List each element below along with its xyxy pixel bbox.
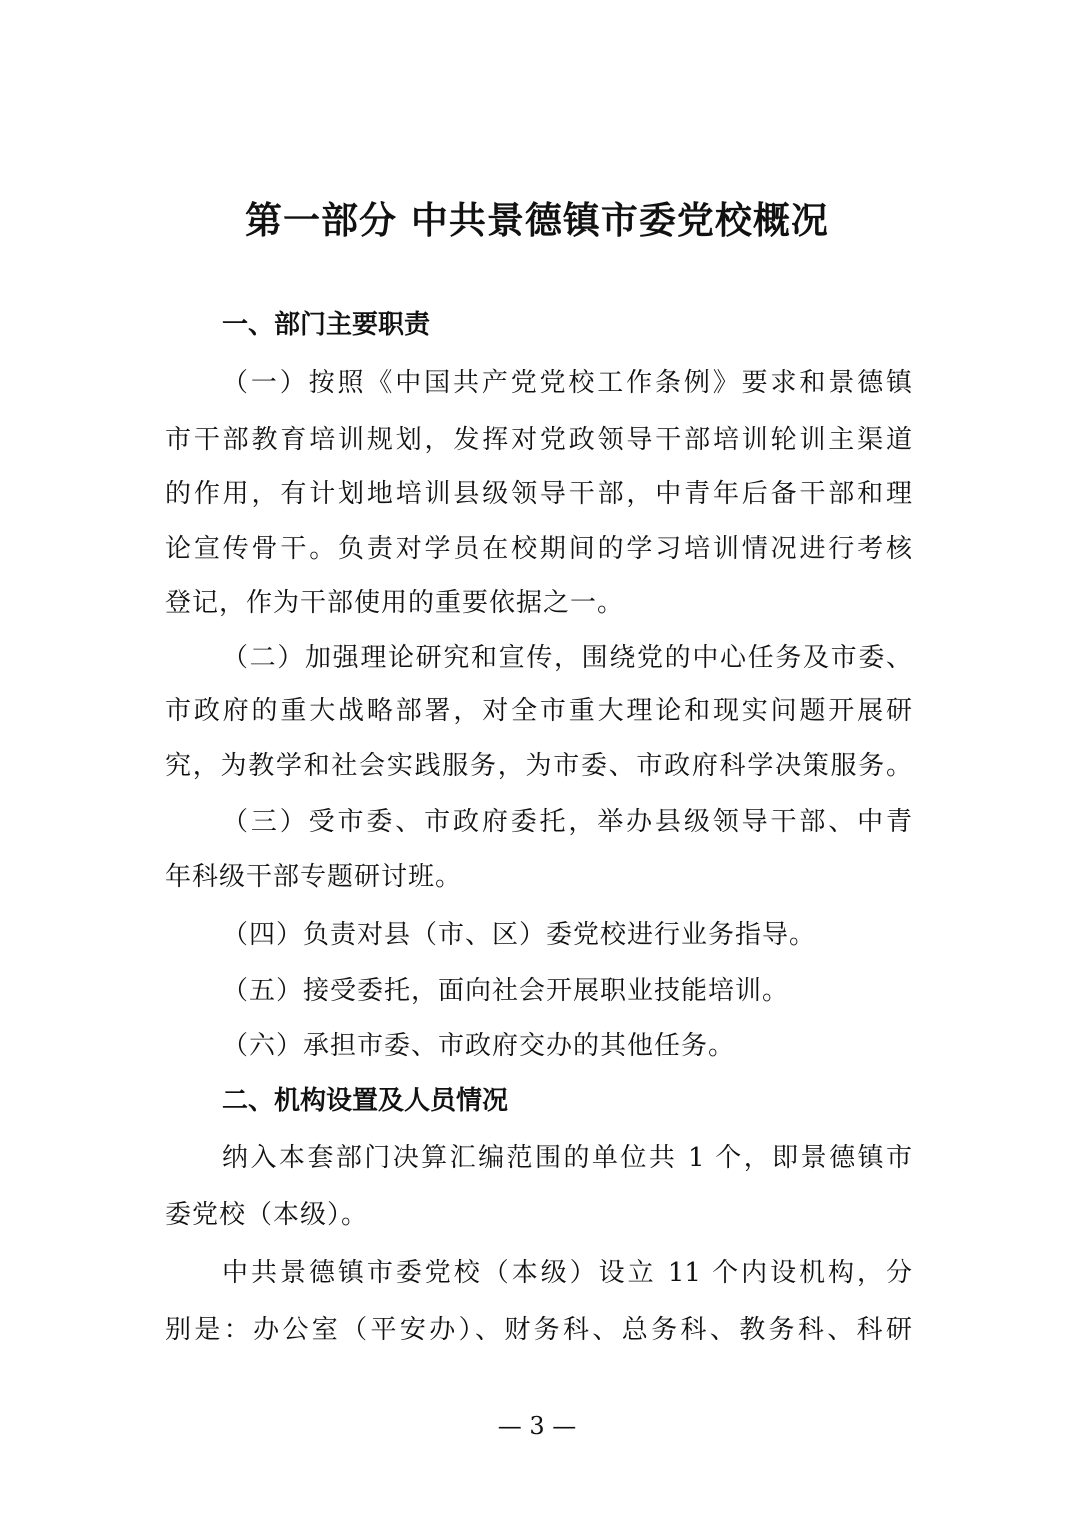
paragraph-line: 委党校（本级）。 xyxy=(165,1200,369,1230)
paragraph-line: 的作用，有计划地培训县级领导干部，中青年后备干部和理 xyxy=(165,479,912,509)
paragraph-line: 登记，作为干部使用的重要依据之一。 xyxy=(165,588,625,618)
section-heading: 二、机构设置及人员情况 xyxy=(222,1086,509,1116)
paragraph-line: 究，为教学和社会实践服务，为市委、市政府科学决策服务。 xyxy=(165,751,912,781)
page-title: 第一部分 中共景德镇市委党校概况 xyxy=(245,199,829,242)
paragraph-line: 市干部教育培训规划，发挥对党政领导干部培训轮训主渠道 xyxy=(165,425,912,455)
paragraph-line: 中共景德镇市委党校（本级）设立 11 个内设机构，分 xyxy=(222,1258,912,1288)
paragraph-line: 论宣传骨干。负责对学员在校期间的学习培训情况进行考核 xyxy=(165,534,912,564)
paragraph-line: 别是：办公室（平安办）、财务科、总务科、教务科、科研 xyxy=(165,1315,912,1345)
paragraph-line: 年科级干部专题研讨班。 xyxy=(165,862,463,892)
paragraph-line: （六）承担市委、市政府交办的其他任务。 xyxy=(222,1031,736,1061)
section-heading: 一、部门主要职责 xyxy=(222,310,431,340)
paragraph-line: 纳入本套部门决算汇编范围的单位共 1 个，即景德镇市 xyxy=(222,1143,912,1173)
paragraph-line: （一）按照《中国共产党党校工作条例》要求和景德镇 xyxy=(222,368,912,398)
paragraph-line: 市政府的重大战略部署，对全市重大理论和现实问题开展研 xyxy=(165,696,912,726)
page-number: — 3 — xyxy=(497,1412,577,1440)
paragraph-line: （四）负责对县（市、区）委党校进行业务指导。 xyxy=(222,920,817,950)
paragraph-line: （二）加强理论研究和宣传，围绕党的中心任务及市委、 xyxy=(222,643,912,673)
paragraph-line: （三）受市委、市政府委托，举办县级领导干部、中青 xyxy=(222,807,912,837)
paragraph-line: （五）接受委托，面向社会开展职业技能培训。 xyxy=(222,976,790,1006)
